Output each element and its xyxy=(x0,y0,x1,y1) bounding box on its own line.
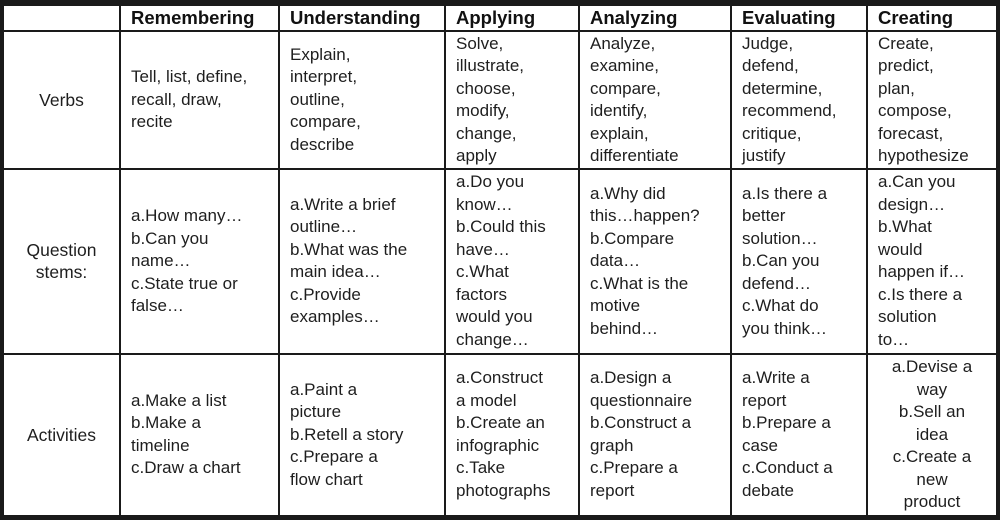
cell-line: c.What xyxy=(456,262,509,282)
cell-line: b.Can you xyxy=(131,228,209,248)
cell-line: this…happen? xyxy=(590,206,700,226)
cell-line: report xyxy=(590,480,635,500)
cell-line: b.Make a xyxy=(131,413,201,433)
cell-line: a.Devise a xyxy=(891,357,973,377)
cell-line: you think… xyxy=(742,318,828,338)
row-label-verbs xyxy=(4,32,119,168)
cell-line: data… xyxy=(590,251,641,271)
cell-activities-evaluating xyxy=(732,355,866,515)
cell-line: Solve, xyxy=(456,33,504,53)
cell-line: examples… xyxy=(290,307,380,327)
cell-line: c.Is there a xyxy=(878,284,963,304)
cell-line: motive xyxy=(590,296,641,316)
cell-line: b.Sell an xyxy=(898,402,966,422)
cell-line: illustrate, xyxy=(456,56,525,76)
cell-line: choose, xyxy=(456,78,516,98)
cell-line: modify, xyxy=(456,101,510,121)
cell-line: case xyxy=(742,435,778,455)
cell-line: name… xyxy=(131,251,191,271)
header-applying: Applying xyxy=(446,6,578,30)
cell-line: picture xyxy=(290,402,342,422)
cell-line: compare, xyxy=(590,78,661,98)
cell-line: graph xyxy=(590,435,634,455)
cell-line: factors xyxy=(456,284,508,304)
cell-activities-analyzing xyxy=(580,355,730,515)
cell-line: questionnaire xyxy=(590,390,693,410)
cell-line: describe xyxy=(290,134,355,154)
cell-line: new xyxy=(916,469,948,489)
cell-line: differentiate xyxy=(590,146,679,166)
cell-line: b.Construct a xyxy=(590,413,692,433)
cell-line: false… xyxy=(131,296,184,316)
cell-line: a.Paint a xyxy=(290,379,358,399)
row-label-activities xyxy=(4,355,119,515)
cell-line: outline, xyxy=(290,89,345,109)
cell-line: b.What was the xyxy=(290,239,408,259)
cell-line: a.How many… xyxy=(131,206,243,226)
row-verbs xyxy=(4,32,996,168)
cell-activities-applying xyxy=(446,355,578,515)
header-evaluating: Evaluating xyxy=(732,6,866,30)
cell-verbs-applying xyxy=(446,32,578,168)
cell-activities-understanding xyxy=(280,355,444,515)
cell-line: critique, xyxy=(742,123,802,143)
cell-stems-analyzing xyxy=(580,170,730,352)
cell-line: behind… xyxy=(590,318,659,338)
cell-line: a.Can you xyxy=(878,172,956,192)
cell-line: a.Write a xyxy=(742,368,810,388)
cell-stems-understanding xyxy=(280,170,444,352)
cell-line: compare, xyxy=(290,112,361,132)
cell-line: b.Create an xyxy=(456,413,545,433)
cell-line: change, xyxy=(456,123,517,143)
cell-stems-creating xyxy=(868,170,996,352)
cell-activities-creating xyxy=(868,355,996,515)
cell-line: Analyze, xyxy=(590,33,656,53)
cell-line: interpret, xyxy=(290,67,358,87)
cell-line: change… xyxy=(456,329,529,349)
cell-line: Explain, xyxy=(290,44,351,64)
header-remembering: Remembering xyxy=(121,6,278,30)
cell-line: Judge, xyxy=(742,33,794,53)
cell-line: debate xyxy=(742,480,794,500)
cell-line: determine, xyxy=(742,78,823,98)
cell-line: Create, xyxy=(878,33,934,53)
row-label-text: Activities xyxy=(26,424,97,445)
cell-line: a.Why did xyxy=(590,183,666,203)
cell-verbs-creating xyxy=(868,32,996,168)
cell-line: apply xyxy=(456,146,497,166)
cell-line: a.Construct xyxy=(456,368,543,388)
row-activities xyxy=(4,355,996,515)
cell-line: a.Write a brief xyxy=(290,194,396,214)
bloom-taxonomy-table xyxy=(2,4,998,517)
cell-line: c.Prepare a xyxy=(590,458,678,478)
cell-line: predict, xyxy=(878,56,934,76)
row-label-question-stems xyxy=(4,170,119,352)
row-label-text: stems: xyxy=(35,262,88,283)
cell-line: design… xyxy=(878,194,946,214)
cell-line: b.Could this xyxy=(456,217,546,237)
cell-line: have… xyxy=(456,239,510,259)
cell-line: Tell, list, define, xyxy=(131,67,248,87)
cell-line: photographs xyxy=(456,480,551,500)
cell-line: better xyxy=(742,206,786,226)
cell-line: examine, xyxy=(590,56,659,76)
cell-line: a.Make a list xyxy=(131,390,227,410)
cell-line: hypothesize xyxy=(878,146,969,166)
cell-line: c.Draw a chart xyxy=(131,458,241,478)
cell-activities-remembering xyxy=(121,355,278,515)
cell-line: report xyxy=(742,390,787,410)
cell-line: defend, xyxy=(742,56,799,76)
cell-verbs-evaluating xyxy=(732,32,866,168)
cell-line: a model xyxy=(456,390,517,410)
cell-line: would xyxy=(878,239,923,259)
cell-line: plan, xyxy=(878,78,915,98)
row-label-text: Verbs xyxy=(39,89,84,110)
cell-line: flow chart xyxy=(290,469,363,489)
cell-line: explain, xyxy=(590,123,649,143)
cell-line: identify, xyxy=(590,101,648,121)
cell-line: know… xyxy=(456,194,513,214)
cell-stems-evaluating xyxy=(732,170,866,352)
cell-line: c.What is the xyxy=(590,273,689,293)
cell-line: infographic xyxy=(456,435,540,455)
cell-line: b.Prepare a xyxy=(742,413,831,433)
cell-stems-remembering xyxy=(121,170,278,352)
cell-verbs-understanding xyxy=(280,32,444,168)
cell-line: c.Take xyxy=(456,458,506,478)
header-creating: Creating xyxy=(868,6,996,30)
cell-line: c.Prepare a xyxy=(290,447,378,467)
cell-line: forecast, xyxy=(878,123,944,143)
cell-line: to… xyxy=(878,329,910,349)
cell-verbs-remembering xyxy=(121,32,278,168)
cell-line: a.Do you xyxy=(456,172,525,192)
cell-line: b.Retell a story xyxy=(290,424,404,444)
header-analyzing: Analyzing xyxy=(580,6,730,30)
row-label-text: Question xyxy=(26,239,97,260)
cell-line: recite xyxy=(131,112,173,132)
cell-line: compose, xyxy=(878,101,952,121)
cell-line: recall, draw, xyxy=(131,89,222,109)
header-row xyxy=(4,6,996,30)
cell-line: solution… xyxy=(742,228,818,248)
cell-line: product xyxy=(903,492,961,512)
cell-line: recommend, xyxy=(742,101,837,121)
row-question-stems xyxy=(4,170,996,352)
cell-line: solution xyxy=(878,307,937,327)
cell-line: a.Is there a xyxy=(742,183,828,203)
cell-line: c.Create a xyxy=(892,447,972,467)
cell-line: c.Conduct a xyxy=(742,458,833,478)
cell-line: b.What xyxy=(878,217,932,237)
header-understanding: Understanding xyxy=(280,6,444,30)
cell-line: idea xyxy=(915,424,949,444)
cell-line: c.State true or xyxy=(131,273,238,293)
cell-line: defend… xyxy=(742,273,811,293)
cell-line: b.Compare xyxy=(590,228,675,248)
cell-verbs-analyzing xyxy=(580,32,730,168)
cell-line: happen if… xyxy=(878,262,965,282)
cell-line: timeline xyxy=(131,435,190,455)
cell-line: justify xyxy=(742,146,786,166)
cell-line: outline… xyxy=(290,217,358,237)
cell-line: b.Can you xyxy=(742,251,820,271)
cell-line: a.Design a xyxy=(590,368,672,388)
cell-line: main idea… xyxy=(290,262,381,282)
header-corner xyxy=(4,6,119,30)
cell-line: c.What do xyxy=(742,296,819,316)
cell-line: c.Provide xyxy=(290,284,361,304)
cell-line: way xyxy=(916,379,948,399)
cell-stems-applying xyxy=(446,170,578,352)
cell-line: would you xyxy=(456,307,533,327)
